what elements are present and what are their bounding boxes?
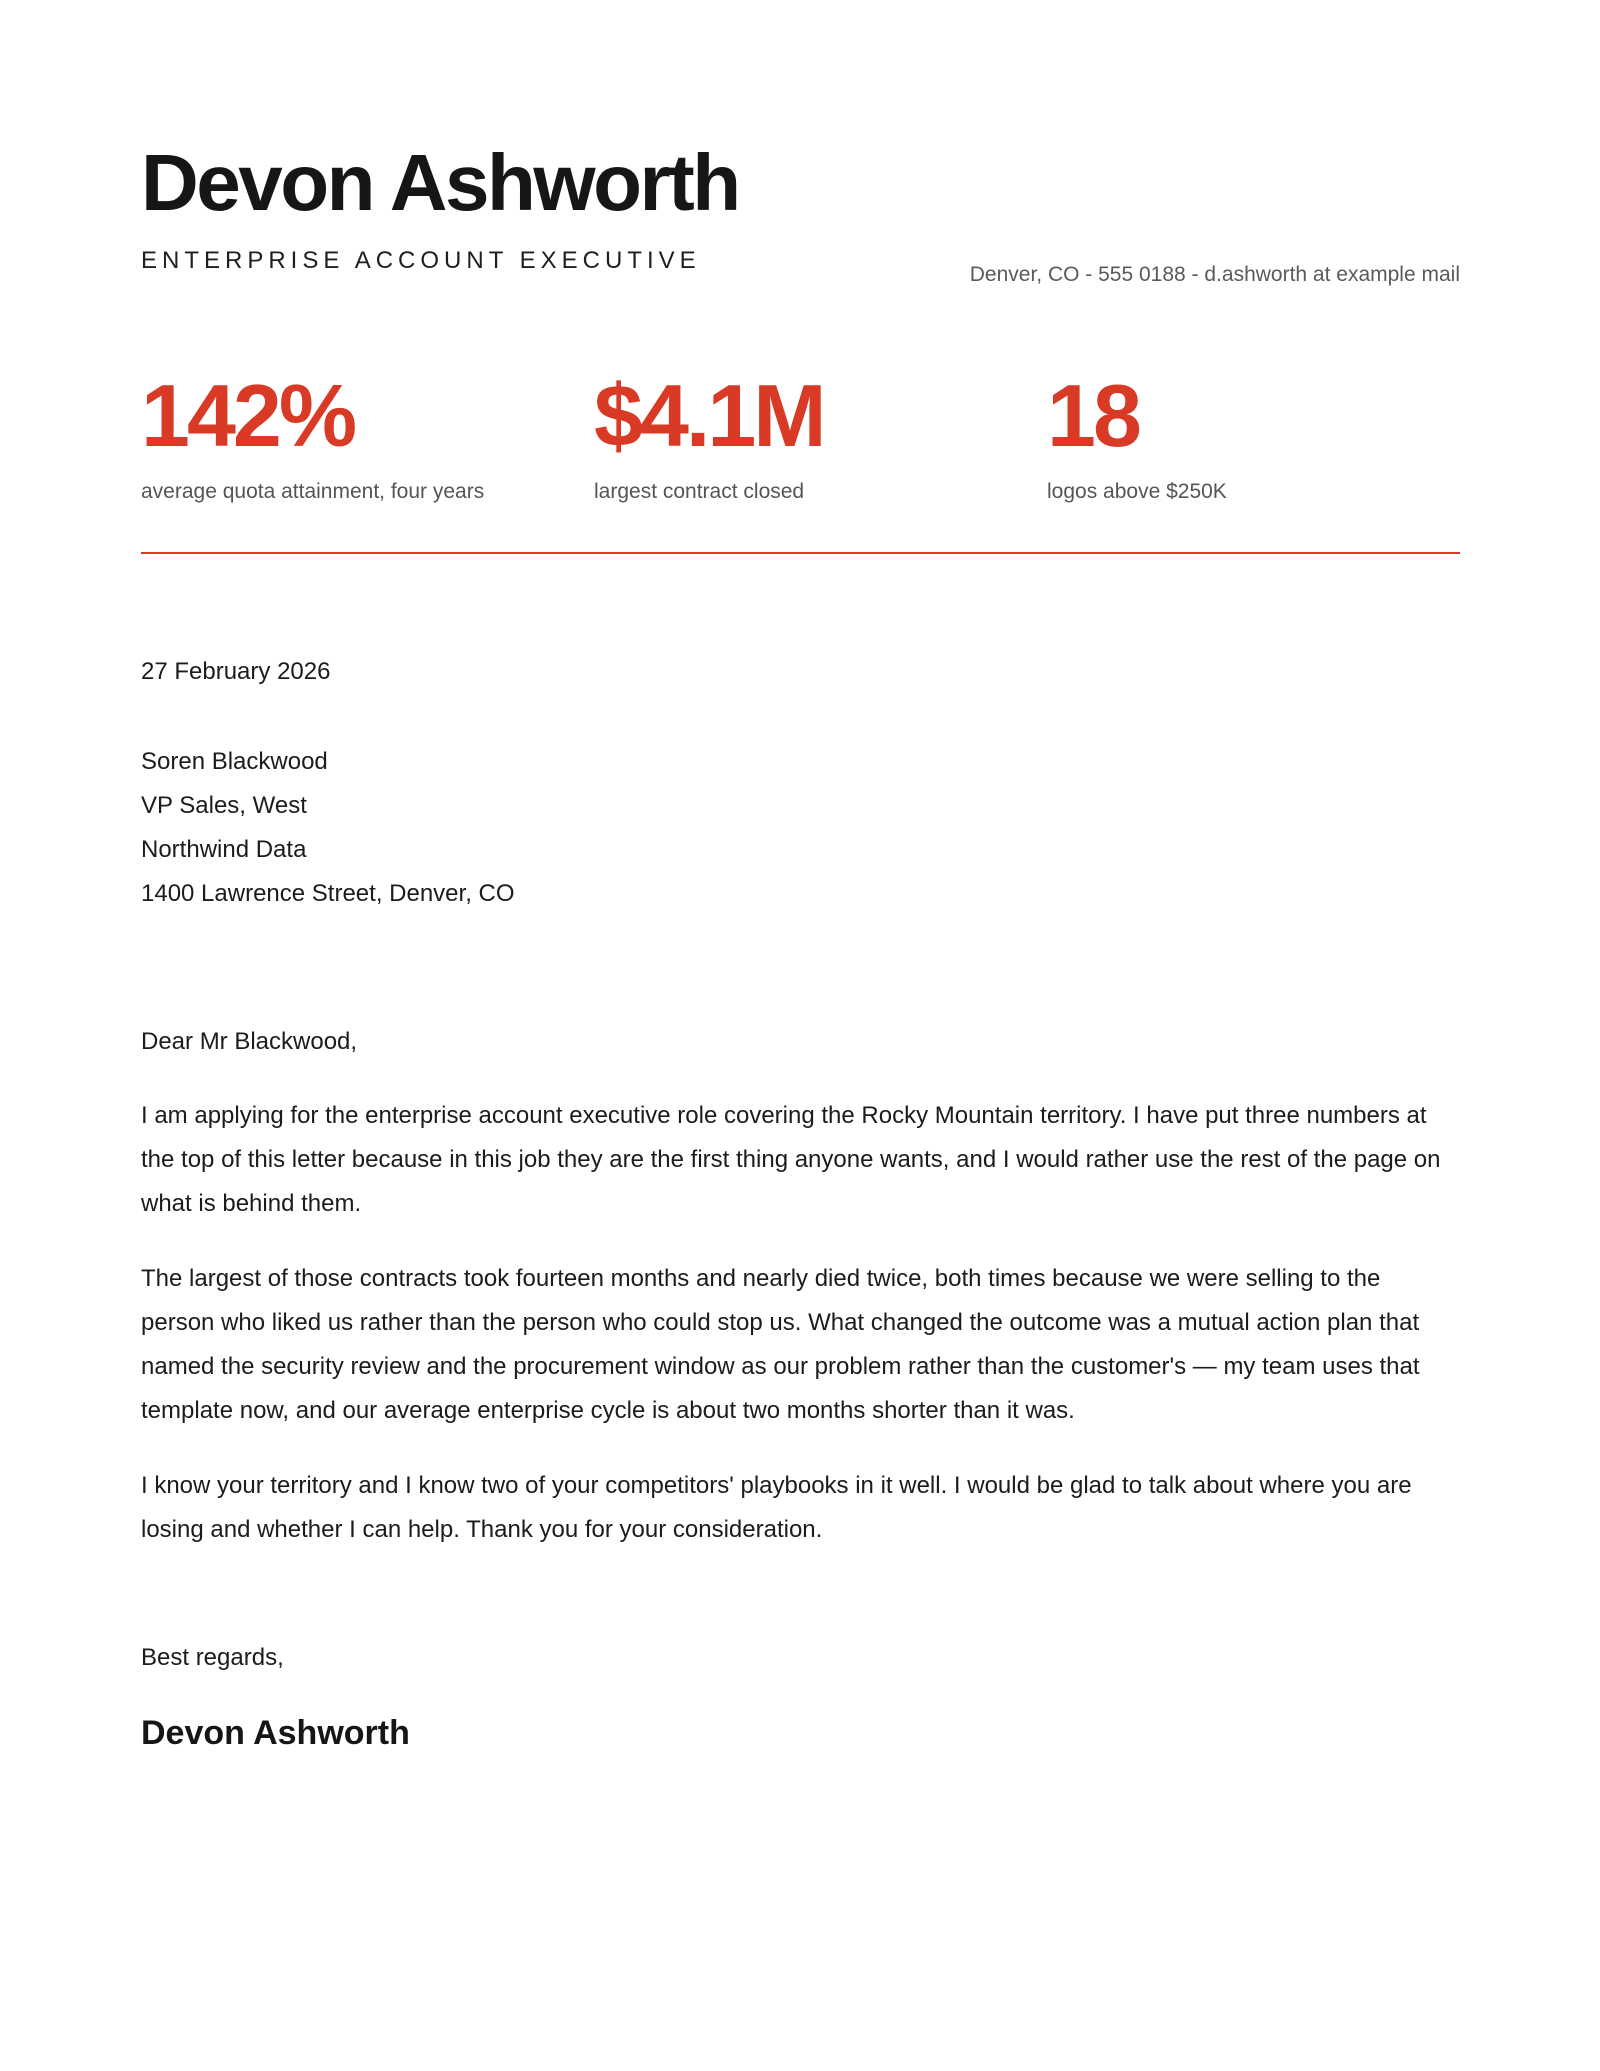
letter-date: 27 February 2026 xyxy=(141,658,331,685)
stat-label: logos above $250K xyxy=(1047,480,1227,503)
recipient-company: Northwind Data xyxy=(141,836,307,863)
stat-value: 18 xyxy=(1047,366,1139,465)
stat-value: $4.1M xyxy=(594,366,824,465)
recipient-block xyxy=(141,740,515,916)
stat-label: average quota attainment, four years xyxy=(141,480,485,503)
recipient-title: VP Sales, West xyxy=(141,792,307,819)
salutation: Dear Mr Blackwood, xyxy=(141,1028,358,1055)
signature: Devon Ashworth xyxy=(141,1714,410,1752)
closing: Best regards, xyxy=(141,1644,284,1671)
stats-row xyxy=(141,366,1460,512)
stat-value: 142% xyxy=(141,366,355,465)
body-paragraph: I am applying for the enterprise account executive role covering the Rocky Mountain territory. I have put three numbers at the top of this letter because in this job they are the first thing anyone wants, and I would rather use the rest of the page on what is behind them. xyxy=(141,1102,1441,1217)
body-paragraph: I know your territory and I know two of your competitors' playbooks in it well. I would be glad to talk about where you are losing and whether I can help. Thank you for your consideration. xyxy=(141,1472,1412,1543)
recipient-address: 1400 Lawrence Street, Denver, CO xyxy=(141,880,515,907)
stat-label: largest contract closed xyxy=(594,480,805,503)
stat-quota xyxy=(141,366,485,503)
body-paragraph: The largest of those contracts took fourteen months and nearly died twice, both times because we were selling to the person who liked us rather than the person who could stop us. What changed the outcome was a mutual action plan that named the security review and the procurement window as our problem rather than the customer's — my team uses that template now, and our average enterprise cycle is about two months shorter than it was. xyxy=(141,1265,1420,1424)
contact-line: Denver, CO - 555 0188 - d.ashworth at example mail xyxy=(969,263,1460,286)
applicant-role: ENTERPRISE ACCOUNT EXECUTIVE xyxy=(141,247,701,274)
stat-largest-contract xyxy=(594,366,824,503)
stat-logos xyxy=(1047,366,1227,503)
recipient-name: Soren Blackwood xyxy=(141,748,328,775)
applicant-name: Devon Ashworth xyxy=(141,138,739,227)
accent-divider xyxy=(141,552,1460,554)
letter-body xyxy=(141,1020,1460,1583)
